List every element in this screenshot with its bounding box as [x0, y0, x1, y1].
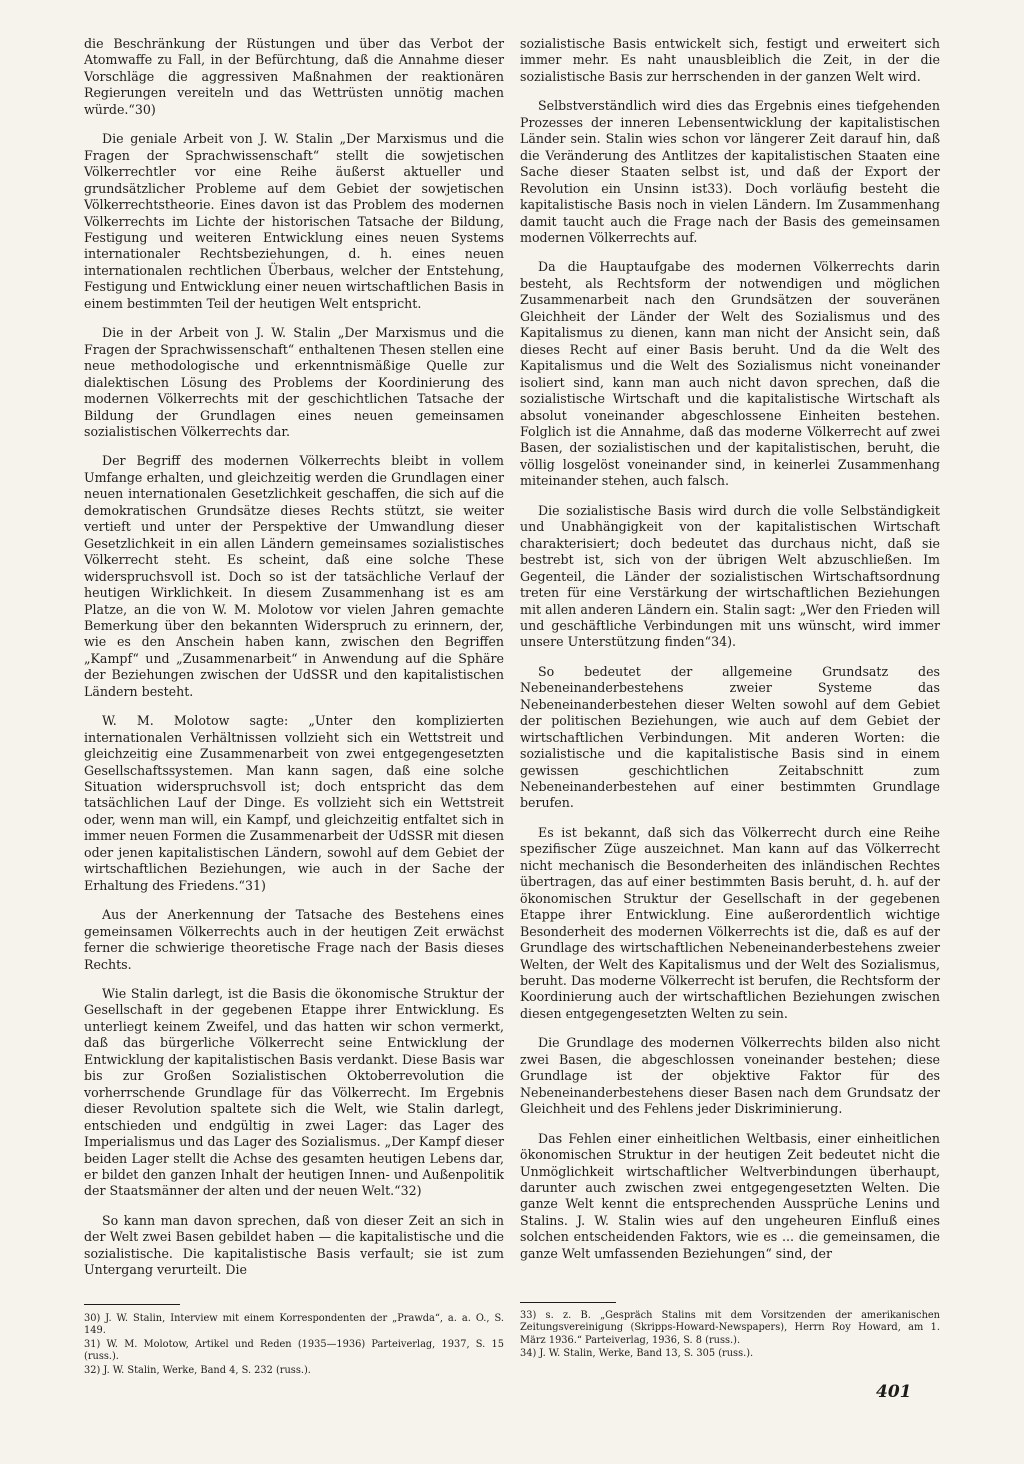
paragraph: Die Grundlage des modernen Völkerrechts bilden also nicht zwei Basen, die abgeschlossen voneinander bestehen; diese Grundlage ist der objektive Faktor für des Nebeneinanderbestehens dieser Basen nach dem Grundsatz der Gleichheit und des Fehlens jeder Diskriminierung.	[520, 1035, 940, 1117]
footnote-divider	[84, 1304, 180, 1305]
left-column	[84, 36, 504, 1292]
paragraph: Der Begriff des modernen Völkerrechts bleibt in vollem Umfange erhalten, und gleichzeitig werden die Grundlagen einer neuen internationalen Gesetzlichkeit geschaffen, die sich auf die demokratischen Grundsätze dieses Rechts stützt, sie weiter vertieft und unter der Perspektive der Umwandlung dieser Gesetzlichkeit in ein allen Ländern gemeinsames sozialistisches Völkerrecht steht. Es scheint, daß eine solche These widerspruchsvoll ist. Doch so ist der tatsächliche Verlauf der heutigen Wirklichkeit. In diesem Zusammenhang ist es am Platze, an die von W. M. Molotow vor vielen Jahren gemachte Bemerkung über den bekannten Widerspruch zu erinnern, der, wie es den Anschein haben kann, zwischen den Begriffen „Kampf“ und „Zusammenarbeit“ in Anwendung auf die Sphäre der Beziehungen zwischen der UdSSR und den kapitalistischen Ländern besteht.	[84, 453, 504, 699]
footnote-divider	[520, 1302, 616, 1303]
paragraph: Aus der Anerkennung der Tatsache des Bestehens eines gemeinsamen Völkerrechts auch in der heutigen Zeit erwächst ferner die schwierige theoretische Frage nach der Basis dieses Rechts.	[84, 907, 504, 972]
paragraph: Wie Stalin darlegt, ist die Basis die ökonomische Struktur der Gesellschaft in der gegebenen Etappe ihrer Entwicklung. Es unterliegt keinem Zweifel, und das hatten wir schon vermerkt, daß das bürgerliche Völkerrecht seine Entwicklung der Entwicklung der kapitalistischen Basis verdankt. Diese Basis war bis zur Großen Sozialistischen Oktoberrevolution die vorherrschende Grundlage für das Völkerrecht. Im Ergebnis dieser Revolution spaltete sich die Welt, wie Stalin darlegt, entschieden und endgültig in zwei Lager: das Lager des Imperialismus und das Lager des Sozialismus. „Der Kampf dieser beiden Lager stellt die Achse des gesamten heutigen Lebens dar, er bildet den ganzen Inhalt der heutigen Innen- und Außenpolitik der Staatsmänner der alten und der neuen Welt.“32)	[84, 986, 504, 1199]
right-column	[520, 36, 940, 1275]
footnotes-right	[520, 1310, 940, 1362]
paragraph: Die sozialistische Basis wird durch die volle Selbständigkeit und Unabhängigkeit von der kapitalistischen Wirtschaft charakterisiert; doch bedeutet das durchaus nicht, daß sie bestrebt ist, sich von der übrigen Welt abzuschließen. Im Gegenteil, die Länder der sozialistischen Wirtschaftsordnung treten für eine Verstärkung der wirtschaftlichen Beziehungen mit allen anderen Ländern ein. Stalin sagt: „Wer den Frieden will und geschäftliche Verbindungen mit uns wünscht, wird immer unsere Unterstützung finden“34).	[520, 502, 940, 650]
paragraph: So bedeutet der allgemeine Grundsatz des Nebeneinanderbestehens zweier Systeme das Nebeneinanderbestehen dieser Welten sowohl auf dem Gebiet der politischen Beziehungen, wie auch auf dem Gebiet der wirtschaftlichen Verbindungen. Mit anderen Worten: die sozialistische und die kapitalistische Basis sind in einem gewissen geschichtlichen Zeitabschnitt zum Nebeneinanderbestehen auf einer bestimmten Grundlage berufen.	[520, 663, 940, 811]
footnote: 33) s. z. B. „Gespräch Stalins mit dem Vorsitzenden der amerikanischen Zeitungsvereinigung (Skripps-Howard-Newspapers), Herrn Roy Howard, am 1. März 1936.“ Parteiverlag, 1936, S. 8 (russ.).	[520, 1310, 940, 1346]
paragraph: Die in der Arbeit von J. W. Stalin „Der Marxismus und die Fragen der Sprachwissenschaft“ enthaltenen Thesen stellen eine neue methodologische und erkenntnismäßige Quelle zur dialektischen Lösung des Problems der Koordinierung des modernen Völkerrechts mit der geschichtlichen Tatsache der Bildung der Grundlagen eines neuen gemeinsamen sozialistischen Völkerrechts dar.	[84, 325, 504, 439]
paragraph: Die geniale Arbeit von J. W. Stalin „Der Marxismus und die Fragen der Sprachwissenschaft“ stellt die sowjetischen Völkerrechtler vor eine Reihe äußerst aktueller und grundsätzlicher Probleme auf dem Gebiet der sowjetischen Völkerrechtstheorie. Eines davon ist das Problem des modernen Völkerrechts im Lichte der historischen Tatsache der Bildung, Festigung und weiteren Entwicklung eines neuen Systems internationaler Rechtsbeziehungen, d. h. eines neuen internationalen rechtlichen Überbaus, welcher der Entstehung, Festigung und Entwicklung einer neuen wirtschaftlichen Basis in einem bestimmten Teil der heutigen Welt entspricht.	[84, 131, 504, 311]
paragraph: W. M. Molotow sagte: „Unter den komplizierten internationalen Verhältnissen vollzieht sich ein Wettstreit und gleichzeitig eine Zusammenarbeit von zwei entgegengesetzten Gesellschaftssystemen. Man kann sagen, daß eine solche Situation widerspruchsvoll ist; doch entspricht das dem tatsächlichen Lauf der Dinge. Es vollzieht sich ein Wettstreit oder, wenn man will, ein Kampf, und gleichzeitig entfaltet sich in immer neuen Formen die Zusammenarbeit der UdSSR mit diesen oder jenen kapitalistischen Ländern, sowohl auf dem Gebiet der wirtschaftlichen Beziehungen, wie auch in der Sache der Erhaltung des Friedens.“31)	[84, 713, 504, 893]
paragraph: sozialistische Basis entwickelt sich, festigt und erweitert sich immer mehr. Es naht unausbleiblich die Zeit, in der die sozialistische Basis zur herrschenden in der ganzen Welt wird.	[520, 36, 940, 84]
paragraph: Es ist bekannt, daß sich das Völkerrecht durch eine Reihe spezifischer Züge auszeichnet. Man kann auf das Völkerrecht nicht mechanisch die Besonderheiten des inländischen Rechtes übertragen, das auf einer bestimmten Basis beruht, d. h. auf der ökonomischen Struktur der Gesellschaft in der gegebenen Etappe ihrer Entwicklung. Eine außerordentlich wichtige Besonderheit des modernen Völkerrechts ist die, daß es auf der Grundlage des wirtschaftlichen Nebeneinanderbestehens zweier Welten, der Welt des Kapitalismus und der Welt des Sozialismus, beruht. Das moderne Völkerrecht ist berufen, die Rechtsform der Koordinierung auch der wirtschaftlichen Beziehungen zwischen diesen entgegengesetzten Welten zu sein.	[520, 824, 940, 1021]
paragraph: Selbstverständlich wird dies das Ergebnis eines tiefgehenden Prozesses der inneren Lebensentwicklung der kapitalistischen Länder sein. Stalin wies schon vor längerer Zeit darauf hin, daß die Veränderung des Antlitzes der kapitalistischen Staaten eine Sache dieser Staaten selbst ist, und daß der Export der Revolution ein Unsinn ist33). Doch vorläufig besteht die kapitalistische Basis noch in vielen Ländern. Im Zusammenhang damit taucht auch die Frage nach der Basis des gemeinsamen modernen Völkerrechts auf.	[520, 98, 940, 245]
footnotes-left	[84, 1313, 504, 1378]
footnote: 31) W. M. Molotow, Artikel und Reden (1935—1936) Parteiverlag, 1937, S. 15 (russ.).	[84, 1338, 504, 1363]
page-number: 401	[876, 1382, 912, 1402]
paragraph: Da die Hauptaufgabe des modernen Völkerrechts darin besteht, als Rechtsform der notwendigen und möglichen Zusammenarbeit nach den Grundsätzen der souveränen Gleichheit der Länder der Welt des Sozialismus und des Kapitalismus zu dienen, kann man nicht der Ansicht sein, daß dieses Recht auf einer Basis beruht. Und da die Welt des Kapitalismus und die Welt des Sozialismus nicht voneinander isoliert sind, kann man auch nicht davon sprechen, daß die sozialistische Wirtschaft und die kapitalistische Wirtschaft als absolut voneinander abgeschlossene Einheiten bestehen. Folglich ist die Annahme, daß das moderne Völkerrecht auf zwei Basen, der sozialistischen und der kapitalistischen, beruht, die völlig losgelöst voneinander sind, in keinerlei Zusammenhang miteinander stehen, auch falsch.	[520, 259, 940, 489]
paragraph: die Beschränkung der Rüstungen und über das Verbot der Atomwaffe zu Fall, in der Befürchtung, daß die Annahme dieser Vorschläge die aggressiven Maßnahmen der reaktionären Regierungen vereiteln und das Wettrüsten unnötig machen würde.“30)	[84, 36, 504, 117]
footnote: 32) J. W. Stalin, Werke, Band 4, S. 232 (russ.).	[84, 1364, 311, 1376]
paragraph: So kann man davon sprechen, daß von dieser Zeit an sich in der Welt zwei Basen gebildet haben — die kapitalistische und die sozialistische. Die kapitalistische Basis verfault; sie ist zum Untergang verurteilt. Die	[84, 1212, 504, 1278]
paragraph: Das Fehlen einer einheitlichen Weltbasis, einer einheitlichen ökonomischen Struktur in der heutigen Zeit bedeutet nicht die Unmöglichkeit wirtschaftlicher Weltverbindungen überhaupt, darunter auch zwischen zwei entgegengesetzten Welten. Die ganze Welt kennt die entsprechenden Aussprüche Lenins und Stalins. J. W. Stalin wies auf den ungeheuren Einfluß eines solchen entscheidenden Faktors, wie es ... die gemeinsamen, die ganze Welt umfassenden Beziehungen“ sind, der	[520, 1130, 940, 1261]
footnote: 34) J. W. Stalin, Werke, Band 13, S. 305 (russ.).	[520, 1348, 754, 1360]
footnote: 30) J. W. Stalin, Interview mit einem Korrespondenten der „Prawda“, a. a. O., S. 149.	[84, 1313, 504, 1337]
